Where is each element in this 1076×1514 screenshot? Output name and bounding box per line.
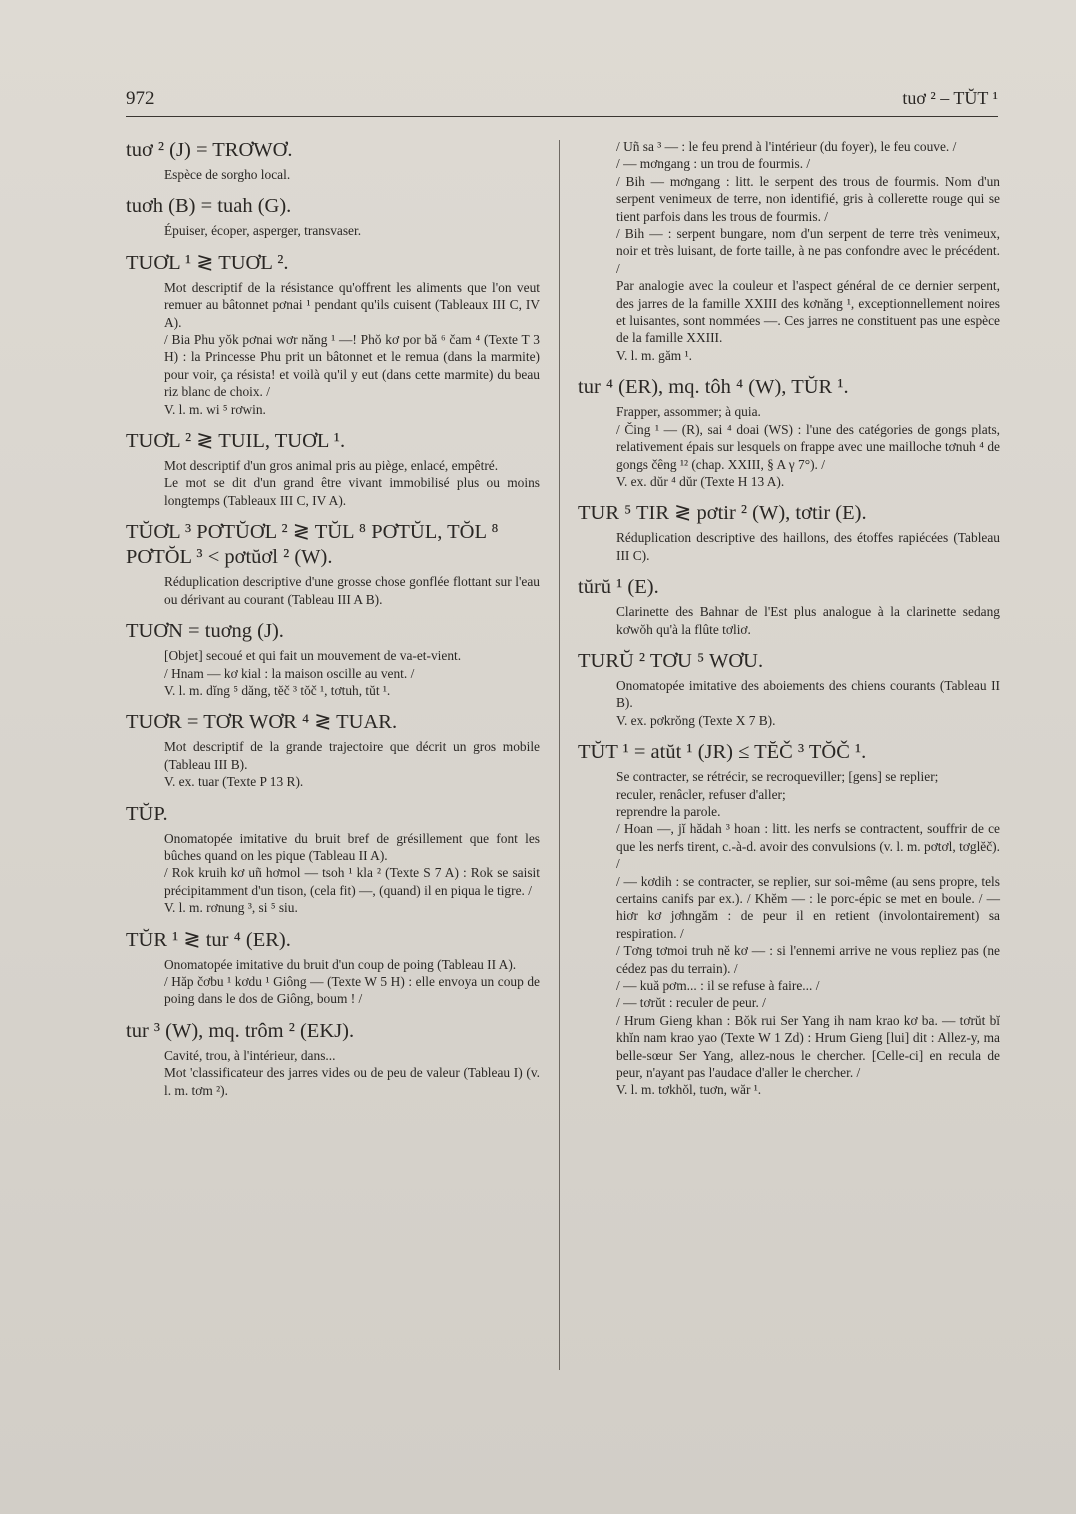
entry-body [126, 573, 540, 608]
entry-body [578, 403, 1000, 490]
entry-headword: TŬƠL ³ PƠTŬƠL ² ≷ TŬL ⁸ PƠTŬL, TŎL ⁸ PƠTŎL ³ < pơtŭơl ² (W). [126, 521, 499, 569]
entry-body [578, 138, 1000, 364]
entry-line: Par analogie avec la couleur et l'aspect général de ce dernier serpent, des jarres de la famille XXIII des kơnăng ¹, exceptionnellement noires et luisantes, sont nommées —. Ces jarres ne constituent pas une espèce de la famille XXIII. [616, 278, 1000, 346]
entry-line: Mot 'classificateur des jarres vides ou de peu de valeur (Tableau I) (v. l. m. tơm ²). [164, 1065, 540, 1098]
entry-line: / Hoan —, jĭ hădah ³ hoan : litt. les nerfs se contractent, souffrir de ce que les nerfs tirent, c.-à-d. avoir des convulsions (v. l. m. pơtơl, tơglĕč). / [616, 821, 1000, 872]
entry-body [126, 830, 540, 917]
entry-line: Mot descriptif d'un gros animal pris au piège, enlacé, empêtré. [164, 458, 499, 474]
entry-line: / — kuă pơm... : il se refuse à faire... / [616, 978, 820, 994]
entry-line: V. l. m. tơkhŏl, tuơn, wăr ¹. [616, 1082, 762, 1098]
entry-line: / — mơngang : un trou de fourmis. / [616, 156, 811, 172]
dictionary-entry [126, 710, 540, 790]
entry-line: reculer, renâcler, refuser d'aller; [616, 786, 786, 802]
dictionary-entry [578, 575, 1000, 638]
dictionary-entry [126, 429, 540, 509]
entry-body [578, 677, 1000, 729]
entry-headword: TURŬ ² TƠU ⁵ WƠU. [578, 649, 764, 672]
entry-headword: TUƠL ¹ ≷ TUƠL ². [126, 251, 289, 274]
entry-line: Réduplication descriptive d'une grosse chose gonflée flottant sur l'eau ou dérivant au courant (Tableau III A B). [164, 574, 540, 607]
entry-line: Réduplication descriptive des haillons, des étoffes rapiécées (Tableau III C). [616, 530, 1000, 563]
entry-headword: tŭrŭ ¹ (E). [578, 576, 659, 599]
dictionary-entry [578, 375, 1000, 490]
dictionary-entry [578, 501, 1000, 564]
entry-line: V. l. m. rơnung ³, si ⁵ siu. [164, 900, 298, 916]
dictionary-entry [126, 619, 540, 699]
entry-line: / Tơng tơmoi truh nĕ kơ — : si l'ennemi arrive ne vous repliez pas (ne cédez pas du terrain). / [616, 943, 1000, 976]
entry-line: V. l. m. wi ⁵ rơwin. [164, 401, 266, 417]
entry-headword: tur ³ (W), mq. trôm ² (EKJ). [126, 1019, 355, 1042]
entry-line: / — tơrŭt : reculer de peur. / [616, 995, 766, 1011]
entry-line: V. l. m. dĭng ⁵ dăng, tĕč ³ tŏč ¹, tơtuh, tŭt ¹. [164, 682, 391, 698]
entry-line: / Rok kruih kơ uñ hơmol — tsoh ¹ kla ² (Texte S 7 A) : Rok se saisit précipitamment d'un tison, (cela fit) —, (quand) il en piqua le tigre. / [164, 865, 540, 898]
entry-body [126, 222, 540, 239]
entry-line: Mot descriptif de la grande trajectoire que décrit un gros mobile (Tableau III B). [164, 739, 540, 772]
entry-line: Se contracter, se rétrécir, se recroqueviller; [gens] se replier; [616, 769, 939, 785]
entry-line: / — kơdih : se contracter, se replier, sur soi-même (au sens propre, tels certains canifs par ex.). / Khĕm — : le porc-épic se met en boule. / — hiơr kơ jơhngăm : de peur il en retient (involontairement) sa respiration. / [616, 873, 1000, 941]
entry-body [126, 279, 540, 418]
entry-line: Espèce de sorgho local. [164, 167, 291, 182]
entry-line: Le mot se dit d'un grand être vivant immobilisé plus ou moins longtemps (Tableaux III C, IV A). [164, 475, 540, 508]
entry-line: [Objet] secoué et qui fait un mouvement de va-et-vient. [164, 648, 462, 664]
entry-headword: tur ⁴ (ER), mq. tôh ⁴ (W), TŬR ¹. [578, 376, 849, 399]
entry-line: Onomatopée imitative des aboiements des chiens courants (Tableau II B). [616, 677, 1000, 711]
dictionary-entry [126, 928, 540, 1008]
entry-body [126, 956, 540, 1008]
entry-line: Onomatopée imitative du bruit bref de grésillement que font les bûches quand on les pique (Tableau II A). [164, 830, 540, 863]
entry-headword: TUR ⁵ TIR ≷ pơtir ² (W), tơtir (E). [578, 502, 867, 525]
entry-body [578, 768, 1000, 1099]
page-header [126, 86, 998, 117]
dictionary-entry [126, 194, 540, 239]
entry-line: Cavité, trou, à l'intérieur, dans... [164, 1047, 336, 1063]
entry-line: V. ex. tuar (Texte P 13 R). [164, 774, 304, 790]
dictionary-entry [126, 138, 540, 183]
entry-headword: TŬT ¹ = atŭt ¹ (JR) ≤ TĔČ ³ TŎČ ¹. [578, 741, 867, 764]
entry-line: V. ex. dŭr ⁴ dŭr (Texte H 13 A). [616, 473, 785, 489]
entry-line: V. ex. pơkrŏng (Texte X 7 B). [616, 712, 776, 728]
entry-headword: TUƠR = TƠR WƠR ⁴ ≷ TUAR. [126, 711, 398, 734]
entry-body [126, 1047, 540, 1099]
entry-body [126, 738, 540, 790]
entry-line: Épuiser, écoper, asperger, transvaser. [164, 223, 362, 239]
entry-headword: TŬP. [126, 802, 168, 825]
entry-body [126, 647, 540, 699]
page-number: 972 [126, 88, 155, 109]
entry-line: / Uñ sa ³ — : le feu prend à l'intérieur (du foyer), le feu couve. / [616, 139, 957, 154]
dictionary-entry [126, 251, 540, 418]
entry-headword: tuơh (B) = tuah (G). [126, 195, 292, 218]
left-column [126, 138, 540, 1110]
entry-line: reprendre la parole. [616, 803, 721, 819]
right-column [578, 138, 1000, 1110]
dictionary-entry [126, 802, 540, 917]
entry-line: Mot descriptif de la résistance qu'offrent les aliments que l'on veut remuer au bâtonnet pơnai ¹ pendant qu'ils cuisent (Tableaux III C, IV A). [164, 279, 540, 330]
entry-line: V. l. m. găm ¹. [616, 347, 692, 363]
entry-line: Onomatopée imitative du bruit d'un coup de poing (Tableau II A). [164, 956, 517, 972]
entry-line: / Čing ¹ — (R), sai ⁴ doai (WS) : l'une des catégories de gongs plats, relativement épais sur lesquels on frappe avec une mailloche tơnuh ⁴ de gongs čêng ¹² (chap. XXIII, § A γ 7°). / [616, 421, 1000, 472]
entry-line: / Hăp čơbu ¹ kơdu ¹ Giông — (Texte W 5 H) : elle envoya un coup de poing dans le dos de Giông, boum ! / [164, 973, 540, 1007]
dictionary-entry [126, 520, 540, 608]
entry-headword: TUƠL ² ≷ TUIL, TUƠL ¹. [126, 430, 346, 453]
dictionary-entry [578, 740, 1000, 1099]
dictionary-entry [126, 1019, 540, 1099]
entry-headword: TUƠN = tuơng (J). [126, 620, 284, 643]
dictionary-entry [578, 649, 1000, 729]
entry-line: / Bia Phu yŏk pơnai wơr năng ¹ —! Phŏ kơ por bă ⁶ čam ⁴ (Texte T 3 H) : la Princesse Phu prit un bâtonnet et le remua (dans la marmite) pour voir, ça résista! et voilà qu'il y eut (dans cette marmite) du beau riz blanc de choix. / [164, 332, 540, 400]
entry-line: Clarinette des Bahnar de l'Est plus analogue à la clarinette sedang kơwŏh qu'à la flûte tơliơ. [616, 604, 1000, 637]
entry-headword: tuơ ² (J) = TRƠWƠ. [126, 139, 293, 161]
column-divider [559, 140, 560, 1370]
entry-line: Frapper, assommer; à quia. [616, 404, 761, 420]
entry-line: / Bih — mơngang : litt. le serpent des trous de fourmis. Nom d'un serpent venimeux de terre, non identifié, gris à collerette rouge qui se tient parfois dans les trous de fourmis. / [616, 173, 1000, 224]
entry-line: / Hnam — kơ kial : la maison oscille au vent. / [164, 665, 415, 681]
entry-line: / Bih — : serpent bungare, nom d'un serpent de terre très venimeux, noir et très luisant, de forte taille, à ne pas confondre avec le précédent. / [616, 226, 1000, 276]
entry-headword: TŬR ¹ ≷ tur ⁴ (ER). [126, 928, 291, 951]
entry-line: / Hrum Gieng khan : Bŏk rui Ser Yang ih nam krao kơ ba. — tơrŭt bĭ khĭn nam krao yao (Texte W 1 Zd) : Hrum Gieng [lui] dit : Allez-y, ma belle-sœur Ser Yang, allez-nous le chercher. [Celle-ci] en recula de peur, n'ayant pas l'audace d'aller le chercher. / [616, 1012, 1000, 1081]
entry-body [578, 603, 1000, 638]
running-head: tuơ ² – TŬT ¹ [902, 88, 998, 108]
entry-body [126, 457, 540, 509]
entry-body [126, 166, 540, 183]
dictionary-entry [578, 138, 1000, 364]
entry-body [578, 529, 1000, 564]
